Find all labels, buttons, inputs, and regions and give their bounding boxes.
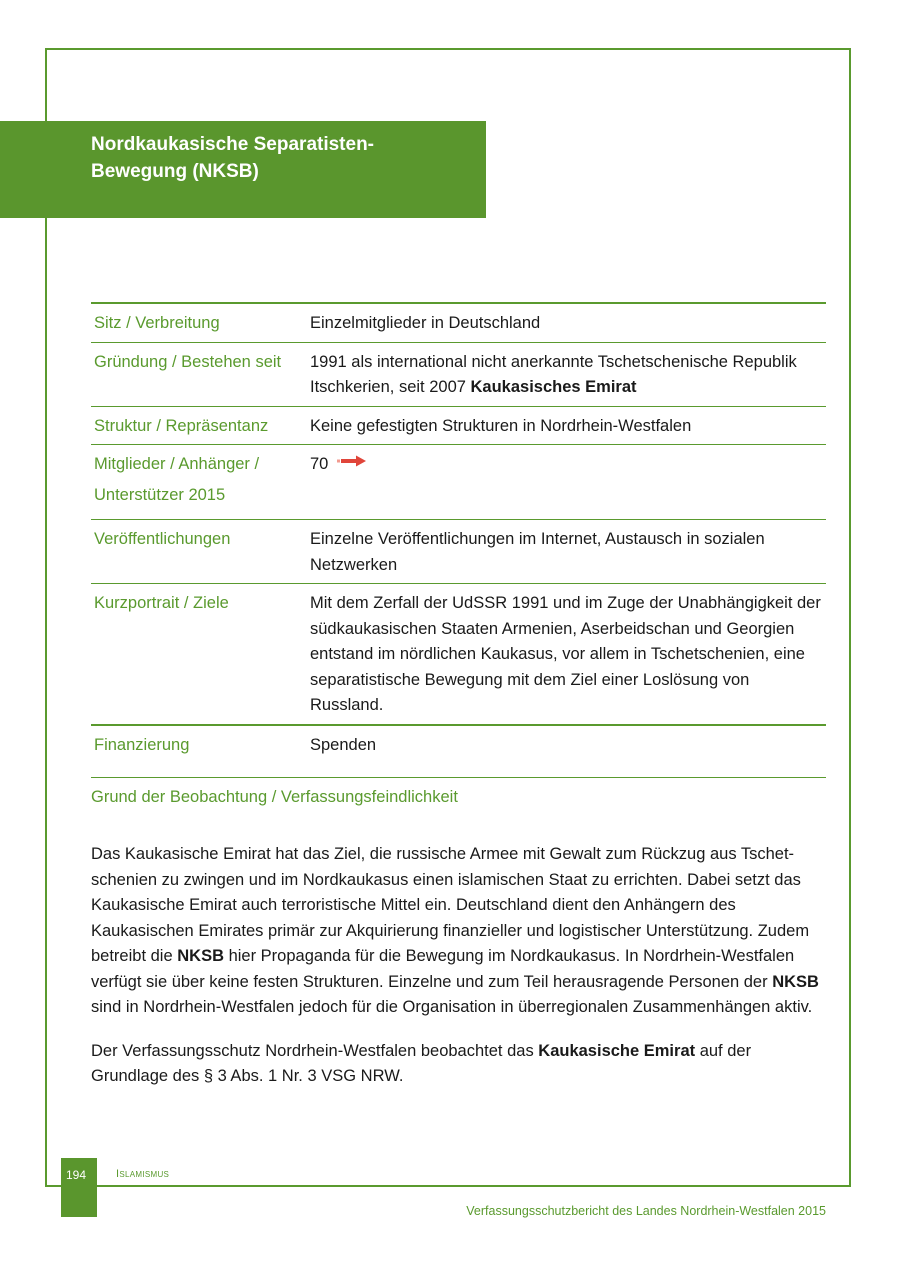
page-number: 194 <box>66 1168 87 1182</box>
table-row-struktur <box>91 406 826 445</box>
body-p1-text-c: sind in Nordrhein-Westfalen jedoch für die Organisation in überregionalen Zusammenhängen aktiv. <box>91 998 813 1016</box>
body-p2-text-b: auf der Grundlage des § 3 Abs. 1 Nr. 3 VSG NRW. <box>91 1041 752 1085</box>
mitglieder-value-cell <box>310 445 826 520</box>
table-row-finanzierung <box>91 725 826 764</box>
struktur-label: Struktur / Repräsentanz <box>94 416 269 435</box>
mitglieder-value: 70 <box>310 455 329 474</box>
gruendung-value-bold: Kaukasisches Emirat <box>470 378 637 396</box>
gruendung-value-text: 1991 als international nicht anerkannte Tschetschenische Republik Itschkerien, seit 2007 <box>310 352 797 396</box>
gruendung-label: Gründung / Bestehen seit <box>94 352 282 371</box>
struktur-value: Keine gefestigten Strukturen in Nordrhein-Westfalen <box>310 416 692 435</box>
title-banner <box>0 121 486 218</box>
info-table <box>91 302 826 763</box>
publication-footer: Verfassungsschutzbericht des Landes Nordrhein-Westfalen 2015 <box>466 1204 826 1218</box>
table-row-mitglieder <box>91 445 826 520</box>
table-row-veroeffentlichungen <box>91 520 826 584</box>
body-p2-text-a: Der Verfassungsschutz Nordrhein-Westfalen beobachtet das <box>91 1041 539 1060</box>
body-p1-bold-b: NKSB <box>772 972 819 991</box>
sitz-label: Sitz / Verbreitung <box>94 314 220 332</box>
table-row-kurzportrait <box>91 584 826 725</box>
sitz-value: Einzelmitglieder in Deutschland <box>310 314 541 332</box>
page-title-line-1: Nordkaukasische Separatisten- <box>91 134 375 155</box>
body-paragraph-1 <box>91 842 831 1021</box>
page-number-box <box>61 1158 97 1217</box>
table-row-sitz <box>91 303 826 342</box>
body-p1-text-b: hier Propaganda für die Bewegung im Nordkaukasus. In Nordrhein-Westfalen verfügt sie über keine festen Strukturen. Einzelne und zum Teil herausragende Personen der <box>91 947 795 991</box>
mitglieder-label-line-2: Unterstützer 2015 <box>94 486 226 504</box>
kurzportrait-value: Mit dem Zerfall der UdSSR 1991 und im Zuge der Unabhängigkeit der südkaukasischen Staaten Armenien, Aserbeidschan und Georgien entstand im nördlichen Kaukasus, vor allem in Tschetschenien, eine separatistische Bewegung mit dem Ziel einer Loslösung von Russland. <box>310 594 821 714</box>
page-title-line-2: Bewegung (NKSB) <box>91 161 259 182</box>
body-p2-bold: Kaukasische Emirat <box>538 1041 696 1060</box>
section-label: Islamismus <box>116 1168 170 1180</box>
kurzportrait-label: Kurzportrait / Ziele <box>94 594 229 612</box>
page-title <box>91 131 471 185</box>
arrow-right-icon <box>337 450 367 476</box>
body-p1-bold-a: NKSB <box>177 947 224 965</box>
body-text <box>91 842 831 1108</box>
finanzierung-value: Spenden <box>310 735 377 754</box>
mitglieder-label <box>91 445 310 520</box>
gruendung-value <box>310 342 826 406</box>
table-row-gruendung <box>91 342 826 406</box>
section-divider <box>91 777 826 778</box>
finanzierung-label: Finanzierung <box>94 735 190 754</box>
veroeffentlichungen-label: Veröffentlichungen <box>94 530 231 548</box>
body-p1-text-a: Das Kaukasische Emirat hat das Ziel, die russische Armee mit Gewalt zum Rückzug aus Tschet-schenien zu zwingen und im Nordkaukasus einen islamischen Staat zu errichten. Dabei setzt das Kaukasische Emirat auch terroristische Mittel ein. Deutschland dient den Anhängern des Kaukasischen Emirates primär zur Akquirierung finanzieller und logistischer Unterstützung. Zudem betreibt die <box>91 845 810 965</box>
body-paragraph-2 <box>91 1039 831 1090</box>
veroeffentlichungen-value: Einzelne Veröffentlichungen im Internet, Austausch in sozialen Netzwerken <box>310 530 765 574</box>
grund-heading: Grund der Beobachtung / Verfassungsfeindlichkeit <box>91 788 458 806</box>
mitglieder-label-line-1: Mitglieder / Anhänger / <box>94 455 260 473</box>
